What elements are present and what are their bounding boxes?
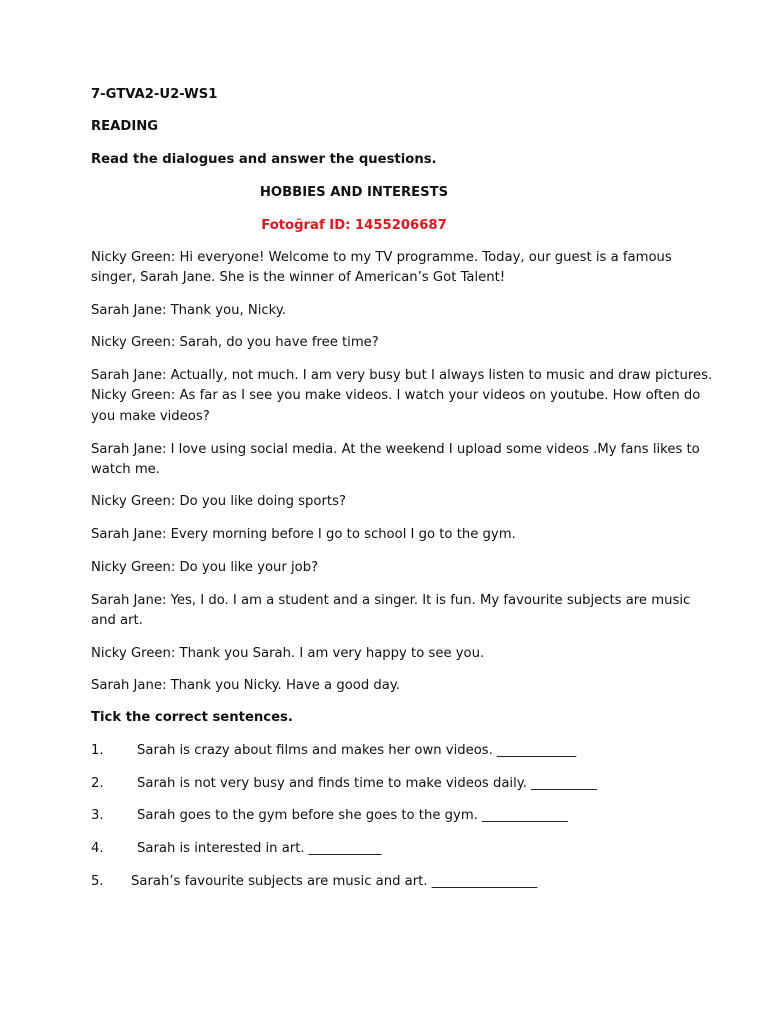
worksheet-code: 7-GTVA2-U2-WS1 <box>91 87 218 102</box>
question-text: Sarah is not very busy and finds time to make videos daily. __________ <box>137 776 597 791</box>
dialogue-line: watch me. <box>91 462 160 477</box>
question-number: 2. <box>91 776 104 791</box>
dialogue-line: Nicky Green: As far as I see you make videos. I watch your videos on youtube. How often do <box>91 388 701 403</box>
dialogue-line: Sarah Jane: Every morning before I go to school I go to the gym. <box>91 527 516 542</box>
worksheet-title: HOBBIES AND INTERESTS <box>259 185 449 200</box>
question-text: Sarah goes to the gym before she goes to the gym. _____________ <box>137 808 568 823</box>
question-number: 4. <box>91 841 104 856</box>
question-number: 5. <box>91 874 104 889</box>
dialogue-line: Sarah Jane: Actually, not much. I am very busy but I always listen to music and draw pictures. <box>91 368 713 383</box>
section-heading: READING <box>91 119 159 134</box>
dialogue-line: Sarah Jane: Thank you Nicky. Have a good day. <box>91 678 400 693</box>
dialogue-line: and art. <box>91 613 143 628</box>
dialogue-line: Nicky Green: Do you like your job? <box>91 560 319 575</box>
task-heading: Tick the correct sentences. <box>91 710 293 725</box>
dialogue-line: Sarah Jane: Thank you, Nicky. <box>91 303 286 318</box>
question-number: 1. <box>91 743 104 758</box>
question-number: 3. <box>91 808 104 823</box>
question-text: Sarah’s favourite subjects are music and art. ________________ <box>131 874 538 889</box>
dialogue-line: Sarah Jane: Yes, I do. I am a student and a singer. It is fun. My favourite subjects are music <box>91 593 691 608</box>
dialogue-line: Sarah Jane: I love using social media. At the weekend I upload some videos .My fans likes to <box>91 442 700 457</box>
dialogue-line: Nicky Green: Sarah, do you have free time? <box>91 335 379 350</box>
dialogue-line: singer, Sarah Jane. She is the winner of American’s Got Talent! <box>91 270 506 285</box>
dialogue-line: Nicky Green: Thank you Sarah. I am very happy to see you. <box>91 646 485 661</box>
question-text: Sarah is crazy about films and makes her own videos. ____________ <box>137 743 577 758</box>
photo-id-label: Fotoğraf ID: 1455206687 <box>261 218 447 233</box>
instruction-text: Read the dialogues and answer the questions. <box>91 152 437 167</box>
dialogue-line: Nicky Green: Do you like doing sports? <box>91 494 346 509</box>
question-text: Sarah is interested in art. ___________ <box>137 841 382 856</box>
dialogue-line: you make videos? <box>91 409 210 424</box>
dialogue-line: Nicky Green: Hi everyone! Welcome to my TV programme. Today, our guest is a famous <box>91 250 672 265</box>
